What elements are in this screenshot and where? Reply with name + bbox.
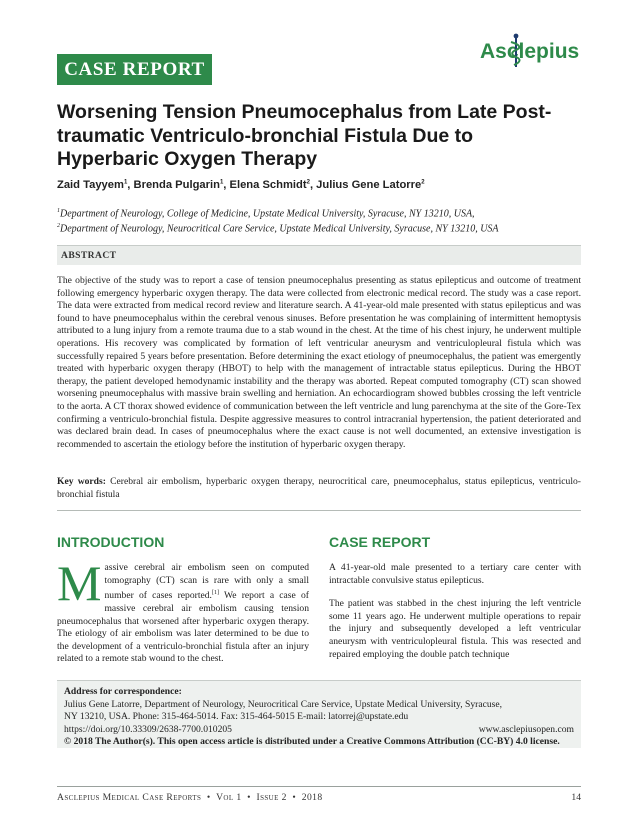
- keywords-text: Cerebral air embolism, hyperbaric oxygen therapy, neurocritical care, pneumocephalus, status epilepticus, ventriculo-bronchial fistula: [57, 476, 581, 500]
- logo-text: Asclepius: [480, 40, 580, 63]
- introduction-body: [57, 555, 309, 677]
- author-list: Zaid Tayyem$^1$, Brenda Pulgarin$^1$, Elena Schmidt$^2$, Julius Gene Latorre$^2$: [57, 179, 425, 191]
- affiliation-number: 2: [57, 223, 60, 229]
- website-link[interactable]: www.asclepiusopen.com: [478, 723, 574, 735]
- affiliation: [57, 208, 597, 219]
- publisher-logo: [480, 32, 580, 72]
- article-title: Worsening Tension Pneumocephalus from Late Post-traumatic Ventriculo-bronchial Fistula Due to Hyperbaric Oxygen Therapy: [57, 101, 552, 170]
- introduction-heading: INTRODUCTION: [57, 534, 165, 550]
- keywords-label: Key words:: [57, 476, 106, 487]
- introduction-text-continued: We report a case of massive cerebral air embolism causing tension pneumocephalus that worsened after hyperbaric oxygen therapy. The etiology of air embolism was later determined to be due to the development of a ventriculo-bronchial fistula after an injury related to a remote stab wound to the chest.: [57, 590, 309, 665]
- section-divider: [57, 510, 581, 511]
- section-tag: CASE REPORT: [57, 54, 212, 85]
- case-report-body: [329, 562, 581, 672]
- footer-divider: [57, 786, 581, 787]
- keywords: [57, 476, 581, 501]
- case-report-heading: CASE REPORT: [329, 534, 431, 550]
- abstract-text: The objective of the study was to report a case of tension pneumocephalus presenting as status epilepticus and outcome of treatment following emergency hyperbaric oxygen therapy. The data were collected from electronic medical record. The study was a case report. The data were extracted from medical record review and literature search. A 41-year-old male presented with status epilepticus and was found to have pneumocephalus within the cerebral venous sinuses. Before presentation he was complaining of intermittent hemoptysis attributed to a lung injury from a remote trauma due to a stab wound in the chest. At the time of his chest injury, he underwent multiple operations. His recovery was complicated by formation of left ventricular aneurysm and ventriculopleural fistula which was successfully repaired 5 years before presentation. Before determining the exact etiology of pneumocephalus, the patient was emergently treated with hyperbaric oxygen therapy (HBOT) to help with the management of intractable status epilepticus. During the HBOT therapy, the patient developed hemodynamic instability and the therapy was aborted. Repeat computed tomography (CT) scan showed worsening pneumocephalus with massive brain swelling and herniation. An echocardiogram showed bubbles crossing the left ventricle to the aorta. A CT thorax showed evidence of communication between the left ventricle and lung parenchyma at the site of the Gore-Tex confirming a ventriculo-bronchial fistula. Despite aggressive measures to control intracranial hypertension, the patient deteriorated and was declared brain dead. In cases of pneumocephalus where the exact cause is not well documented, an extensive investigation is recommended to ascertain the etiology before the institution of hyperbaric oxygen therapy.: [57, 275, 581, 450]
- author-affiliation-number: 2: [306, 179, 310, 186]
- author-name: Brenda Pulgarin: [133, 179, 220, 191]
- affiliation-text: Department of Neurology, College of Medicine, Upstate Medical University, Syracuse, NY 13210, USA,: [60, 208, 475, 220]
- affiliation-text: Department of Neurology, Neurocritical Care Service, Upstate Medical University, Syracuse, NY 13210, USA: [60, 223, 499, 235]
- author-affiliation-number: 1: [123, 179, 128, 186]
- issue-number: Issue 2: [256, 792, 287, 803]
- staff-of-asclepius-icon: [508, 32, 524, 68]
- volume-number: Vol 1: [216, 792, 242, 803]
- drop-cap: M: [57, 555, 102, 611]
- doi-link[interactable]: https://doi.org/10.33309/2638-7700.010205: [64, 723, 232, 735]
- affiliation: [57, 223, 597, 234]
- author-affiliation-number: 1: [219, 179, 224, 186]
- correspondence-label: Address for correspondence:: [64, 686, 182, 697]
- abstract-heading: ABSTRACT: [57, 245, 581, 265]
- page-footer: [57, 792, 581, 803]
- journal-name: Asclepius Medical Case Reports: [57, 792, 202, 803]
- author-name: Elena Schmidt: [229, 179, 307, 191]
- correspondence-contact: NY 13210, USA. Phone: 315-464-5014. Fax: 315-464-5015 E-mail: latorrej@upstate.edu: [64, 711, 409, 723]
- affiliation-number: 1: [57, 208, 60, 214]
- case-report-paragraph: A 41-year-old male presented to a tertiary care center with intractable convulsive status epilepticus.: [329, 562, 581, 586]
- author-affiliation-number: 2: [421, 179, 425, 186]
- publication-year: 2018: [301, 792, 323, 803]
- case-report-paragraph: The patient was stabbed in the chest injuring the left ventricle some 11 years ago. He underwent multiple operations to repair the injury and subsequently developed a left ventricular aneurysm with ventriculopleural fistula. This was resected and repaired employing the double patch technique: [329, 598, 581, 660]
- journal-citation: Asclepius Medical Case Reports • Vol 1 • Issue 2 • 2018: [57, 792, 323, 803]
- copyright-notice: © 2018 The Author(s). This open access article is distributed under a Creative Commons Attribution (CC-BY) 4.0 license.: [64, 736, 560, 748]
- citation-reference: [1]: [211, 590, 219, 597]
- correspondence-box: [57, 680, 581, 748]
- page-number: 14: [571, 792, 581, 803]
- author-name: Zaid Tayyem: [57, 179, 124, 191]
- correspondence-address: Julius Gene Latorre, Department of Neurology, Neurocritical Care Service, Upstate Medical University, Syracuse,: [64, 698, 503, 710]
- introduction-text: assive cerebral air embolism seen on computed tomography (CT) scan is rare with only a small number of cases reported.: [104, 562, 309, 602]
- author-name: Julius Gene Latorre: [316, 179, 422, 191]
